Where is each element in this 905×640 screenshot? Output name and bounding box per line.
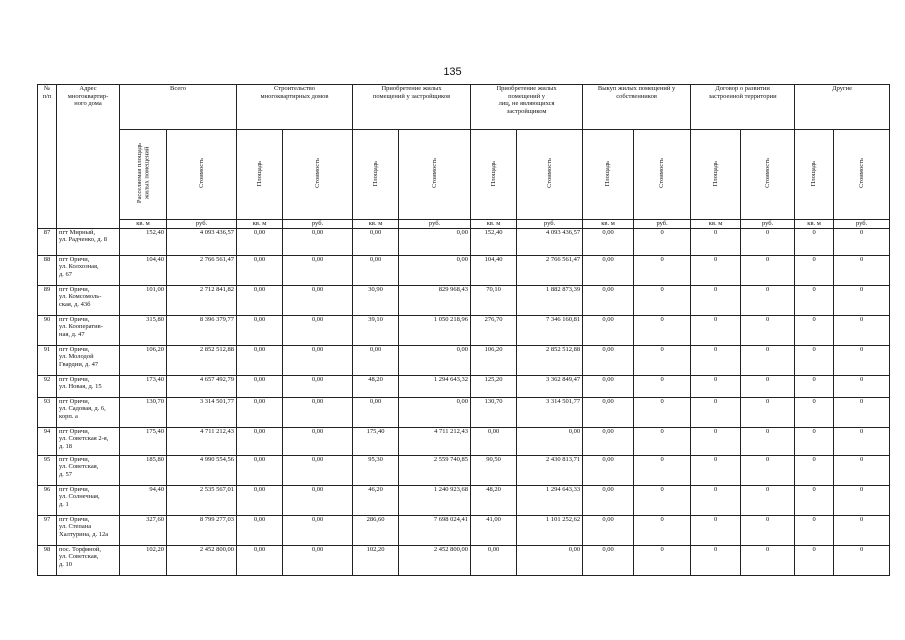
value-cell: 0,00 — [353, 255, 399, 285]
value-cell: 0 — [691, 375, 741, 397]
value-cell: 70,10 — [471, 285, 517, 315]
value-cell: 0 — [795, 255, 834, 285]
subcolumn-header-row — [38, 130, 890, 220]
value-cell: 0,00 — [583, 375, 634, 397]
value-cell: 0 — [834, 345, 890, 375]
value-cell: 0 — [741, 285, 795, 315]
subcol-header: Стоимость — [741, 130, 795, 220]
value-cell: 4 657 492,79 — [167, 375, 237, 397]
value-cell: 4 093 436,57 — [517, 228, 583, 255]
address-cell: пгт Оричи, ул. Солнечная, д. 1 — [57, 485, 120, 515]
value-cell: 0,00 — [583, 315, 634, 345]
table-row — [38, 427, 890, 455]
value-cell: 286,60 — [353, 515, 399, 545]
subcol-header: Площадь — [353, 130, 399, 220]
table-body — [38, 228, 890, 575]
value-cell: 0,00 — [283, 285, 353, 315]
unit-cell: кв. м — [583, 220, 634, 229]
value-cell: 3 314 501,77 — [517, 397, 583, 427]
page-number: 135 — [443, 66, 462, 78]
subcol-header: Стоимость — [634, 130, 691, 220]
value-cell: 39,10 — [353, 315, 399, 345]
value-cell: 0 — [634, 515, 691, 545]
value-cell: 0,00 — [399, 228, 471, 255]
unit-cell: руб. — [634, 220, 691, 229]
value-cell: 0,00 — [583, 228, 634, 255]
value-cell: 0,00 — [583, 545, 634, 575]
value-cell: 4 711 212,43 — [399, 427, 471, 455]
value-cell: 0,00 — [237, 345, 283, 375]
value-cell: 106,20 — [471, 345, 517, 375]
value-cell: 2 852 512,88 — [517, 345, 583, 375]
value-cell: 0,00 — [583, 427, 634, 455]
value-cell: 2 430 813,71 — [517, 455, 583, 485]
address-cell: пгт Оричи, ул. Новая, д. 15 — [57, 375, 120, 397]
value-cell: 0,00 — [237, 427, 283, 455]
unit-cell: руб. — [399, 220, 471, 229]
value-cell: 8 396 379,77 — [167, 315, 237, 345]
value-cell: 0,00 — [283, 455, 353, 485]
value-cell: 0,00 — [283, 315, 353, 345]
value-cell: 1 101 252,62 — [517, 515, 583, 545]
value-cell: 48,20 — [353, 375, 399, 397]
value-cell: 0,00 — [283, 345, 353, 375]
value-cell: 0,00 — [399, 345, 471, 375]
value-cell: 0 — [634, 255, 691, 285]
value-cell: 0 — [834, 455, 890, 485]
value-cell: 106,20 — [120, 345, 167, 375]
value-cell: 0 — [634, 545, 691, 575]
value-cell: 125,20 — [471, 375, 517, 397]
value-cell: 0 — [834, 397, 890, 427]
row-number: 94 — [38, 427, 57, 455]
value-cell: 3 362 849,47 — [517, 375, 583, 397]
value-cell: 130,70 — [120, 397, 167, 427]
value-cell: 0 — [795, 427, 834, 455]
value-cell: 48,20 — [471, 485, 517, 515]
value-cell: 0,00 — [517, 427, 583, 455]
value-cell: 152,40 — [120, 228, 167, 255]
value-cell: 0,00 — [583, 397, 634, 427]
table-row — [38, 228, 890, 255]
table-row — [38, 255, 890, 285]
value-cell: 0 — [691, 228, 741, 255]
value-cell: 0 — [634, 285, 691, 315]
subcol-header: Стоимость — [399, 130, 471, 220]
value-cell: 0,00 — [237, 285, 283, 315]
table-row — [38, 375, 890, 397]
address-cell: пгт Оричи, ул. Садовая, д. 6, корп. а — [57, 397, 120, 427]
address-cell: пгт Оричи, ул. Кооператив- ная, д. 47 — [57, 315, 120, 345]
value-cell: 0 — [741, 375, 795, 397]
value-cell: 4 093 436,57 — [167, 228, 237, 255]
table-row — [38, 397, 890, 427]
value-cell: 0,00 — [283, 485, 353, 515]
value-cell: 0 — [691, 545, 741, 575]
value-cell: 0 — [634, 427, 691, 455]
group-header-non-developers: Приобретение жилых помещений у лиц, не являющихся застройщиком — [471, 85, 583, 130]
row-number: 90 — [38, 315, 57, 345]
value-cell: 0,00 — [583, 345, 634, 375]
value-cell: 0,00 — [583, 515, 634, 545]
value-cell: 0 — [691, 515, 741, 545]
subcol-header: Площадь — [691, 130, 741, 220]
col-no-header: № п/п — [38, 85, 57, 229]
value-cell: 0 — [834, 255, 890, 285]
value-cell: 0 — [634, 315, 691, 345]
value-cell: 102,20 — [120, 545, 167, 575]
value-cell: 1 050 218,96 — [399, 315, 471, 345]
value-cell: 0,00 — [399, 255, 471, 285]
value-cell: 0 — [741, 455, 795, 485]
value-cell: 0,00 — [283, 545, 353, 575]
subcol-header: Стоимость — [167, 130, 237, 220]
value-cell: 0 — [741, 315, 795, 345]
value-cell: 4 990 554,56 — [167, 455, 237, 485]
address-cell: пгт Оричи, ул. Советская 2-я, д. 18 — [57, 427, 120, 455]
value-cell: 0 — [795, 375, 834, 397]
value-cell: 0 — [795, 285, 834, 315]
value-cell: 0,00 — [283, 228, 353, 255]
value-cell: 0,00 — [517, 545, 583, 575]
value-cell: 1 882 873,39 — [517, 285, 583, 315]
value-cell: 95,30 — [353, 455, 399, 485]
value-cell: 0,00 — [283, 375, 353, 397]
row-number: 91 — [38, 345, 57, 375]
value-cell: 2 766 561,47 — [517, 255, 583, 285]
unit-cell: кв. м — [795, 220, 834, 229]
group-header-territory-dev: Договор о развитии застроенной территории — [691, 85, 795, 130]
value-cell: 0 — [634, 228, 691, 255]
value-cell: 0 — [741, 397, 795, 427]
group-header-buyout: Выкуп жилых помещений у собственников — [583, 85, 691, 130]
value-cell: 0,00 — [237, 485, 283, 515]
row-number: 96 — [38, 485, 57, 515]
table-row — [38, 485, 890, 515]
value-cell: 0 — [741, 485, 795, 515]
value-cell: 0 — [795, 515, 834, 545]
value-cell: 0,00 — [283, 255, 353, 285]
unit-cell: руб. — [167, 220, 237, 229]
value-cell: 0,00 — [237, 515, 283, 545]
value-cell: 0 — [741, 427, 795, 455]
value-cell: 0,00 — [353, 228, 399, 255]
value-cell: 0 — [834, 285, 890, 315]
table-row — [38, 455, 890, 485]
value-cell: 0,00 — [583, 485, 634, 515]
value-cell: 0 — [691, 315, 741, 345]
value-cell: 2 766 561,47 — [167, 255, 237, 285]
value-cell: 0,00 — [471, 545, 517, 575]
value-cell: 0 — [634, 375, 691, 397]
address-cell: пос. Торфяной, ул. Советская, д. 10 — [57, 545, 120, 575]
unit-cell: руб. — [283, 220, 353, 229]
value-cell: 175,40 — [353, 427, 399, 455]
subcol-header: Стоимость — [283, 130, 353, 220]
value-cell: 90,50 — [471, 455, 517, 485]
value-cell: 276,70 — [471, 315, 517, 345]
value-cell: 829 968,43 — [399, 285, 471, 315]
table-row — [38, 285, 890, 315]
value-cell: 0 — [834, 427, 890, 455]
value-cell: 0 — [834, 515, 890, 545]
value-cell: 0 — [741, 255, 795, 285]
value-cell: 0 — [741, 345, 795, 375]
value-cell: 0,00 — [237, 545, 283, 575]
value-cell: 104,40 — [471, 255, 517, 285]
value-cell: 0 — [834, 485, 890, 515]
value-cell: 2 852 512,88 — [167, 345, 237, 375]
subcol-header: Площадь — [583, 130, 634, 220]
subcol-header: Площадь — [237, 130, 283, 220]
unit-cell: кв. м — [471, 220, 517, 229]
value-cell: 175,40 — [120, 427, 167, 455]
value-cell: 0,00 — [353, 345, 399, 375]
col-address-header: Адрес многоквартир- ного дома — [57, 85, 120, 229]
row-number: 98 — [38, 545, 57, 575]
unit-cell: кв. м — [120, 220, 167, 229]
row-number: 89 — [38, 285, 57, 315]
group-header-row — [38, 85, 890, 130]
value-cell: 0 — [634, 345, 691, 375]
value-cell: 0,00 — [237, 315, 283, 345]
value-cell: 315,80 — [120, 315, 167, 345]
value-cell: 41,00 — [471, 515, 517, 545]
value-cell: 101,00 — [120, 285, 167, 315]
resettlement-table — [37, 84, 890, 576]
value-cell: 2 535 567,01 — [167, 485, 237, 515]
value-cell: 0,00 — [237, 397, 283, 427]
value-cell: 0 — [795, 485, 834, 515]
value-cell: 0 — [834, 228, 890, 255]
value-cell: 0,00 — [237, 228, 283, 255]
table-row — [38, 545, 890, 575]
units-row — [38, 220, 890, 229]
value-cell: 0,00 — [583, 285, 634, 315]
value-cell: 0,00 — [237, 375, 283, 397]
value-cell: 0 — [634, 397, 691, 427]
value-cell: 327,60 — [120, 515, 167, 545]
group-header-developers: Приобретение жилых помещений у застройщиков — [353, 85, 471, 130]
group-header-construction: Строительство многоквартирных домов — [237, 85, 353, 130]
value-cell: 0,00 — [237, 255, 283, 285]
value-cell: 0,00 — [353, 397, 399, 427]
subcol-header: Площадь — [795, 130, 834, 220]
value-cell: 0 — [795, 345, 834, 375]
value-cell: 46,20 — [353, 485, 399, 515]
value-cell: 173,40 — [120, 375, 167, 397]
value-cell: 130,70 — [471, 397, 517, 427]
row-number: 93 — [38, 397, 57, 427]
address-cell: пгт Оричи, ул. Степана Халтурина, д. 12а — [57, 515, 120, 545]
unit-cell: кв. м — [353, 220, 399, 229]
row-number: 88 — [38, 255, 57, 285]
unit-cell: руб. — [517, 220, 583, 229]
value-cell: 0 — [834, 545, 890, 575]
row-number: 92 — [38, 375, 57, 397]
value-cell: 2 452 800,00 — [399, 545, 471, 575]
value-cell: 0,00 — [283, 515, 353, 545]
value-cell: 102,20 — [353, 545, 399, 575]
value-cell: 0 — [691, 285, 741, 315]
value-cell: 185,80 — [120, 455, 167, 485]
value-cell: 0 — [691, 427, 741, 455]
value-cell: 0,00 — [399, 397, 471, 427]
value-cell: 4 711 212,43 — [167, 427, 237, 455]
value-cell: 2 452 800,00 — [167, 545, 237, 575]
value-cell: 8 799 277,03 — [167, 515, 237, 545]
table-row — [38, 515, 890, 545]
unit-cell: руб. — [834, 220, 890, 229]
value-cell: 152,40 — [471, 228, 517, 255]
value-cell: 0 — [691, 345, 741, 375]
value-cell: 30,90 — [353, 285, 399, 315]
value-cell: 0 — [634, 455, 691, 485]
value-cell: 0,00 — [237, 455, 283, 485]
value-cell: 0 — [691, 485, 741, 515]
subcol-header: Стоимость — [517, 130, 583, 220]
value-cell: 0 — [795, 397, 834, 427]
value-cell: 104,40 — [120, 255, 167, 285]
table-row — [38, 345, 890, 375]
group-header-other: Другие — [795, 85, 890, 130]
value-cell: 0 — [691, 255, 741, 285]
value-cell: 0 — [795, 228, 834, 255]
value-cell: 0 — [741, 545, 795, 575]
value-cell: 0 — [741, 515, 795, 545]
unit-cell: кв. м — [237, 220, 283, 229]
address-cell: пгт Оричи, ул. Колхозная, д. 67 — [57, 255, 120, 285]
value-cell: 0,00 — [471, 427, 517, 455]
subcol-header: Площадь — [471, 130, 517, 220]
value-cell: 0 — [741, 228, 795, 255]
value-cell: 1 240 923,68 — [399, 485, 471, 515]
value-cell: 0,00 — [283, 427, 353, 455]
address-cell: пгт Оричи, ул. Советская, д. 57 — [57, 455, 120, 485]
row-number: 87 — [38, 228, 57, 255]
address-cell: пгт Мирный, ул. Радченко, д. 8 — [57, 228, 120, 255]
value-cell: 1 294 643,32 — [399, 375, 471, 397]
unit-cell: руб. — [741, 220, 795, 229]
address-cell: пгт Оричи, ул. Комсомоль- ская, д. 43б — [57, 285, 120, 315]
value-cell: 0,00 — [583, 455, 634, 485]
subcol-header: Стоимость — [834, 130, 890, 220]
value-cell: 0,00 — [283, 397, 353, 427]
value-cell: 0 — [691, 397, 741, 427]
value-cell: 0 — [795, 315, 834, 345]
value-cell: 7 698 024,41 — [399, 515, 471, 545]
value-cell: 0 — [691, 455, 741, 485]
row-number: 95 — [38, 455, 57, 485]
address-cell: пгт Оричи, ул. Молодой Гвардии, д. 47 — [57, 345, 120, 375]
table-row — [38, 315, 890, 345]
row-number: 97 — [38, 515, 57, 545]
value-cell: 94,40 — [120, 485, 167, 515]
value-cell: 0 — [834, 375, 890, 397]
unit-cell: кв. м — [691, 220, 741, 229]
value-cell: 2 712 841,82 — [167, 285, 237, 315]
value-cell: 7 346 160,81 — [517, 315, 583, 345]
value-cell: 1 294 643,33 — [517, 485, 583, 515]
value-cell: 3 314 501,77 — [167, 397, 237, 427]
group-header-total: Всего — [120, 85, 237, 130]
value-cell: 0 — [634, 485, 691, 515]
subcol-header: Расселяемая площадь жилых помещений — [120, 130, 167, 220]
value-cell: 2 559 740,85 — [399, 455, 471, 485]
value-cell: 0 — [795, 455, 834, 485]
value-cell: 0 — [834, 315, 890, 345]
value-cell: 0,00 — [583, 255, 634, 285]
value-cell: 0 — [795, 545, 834, 575]
